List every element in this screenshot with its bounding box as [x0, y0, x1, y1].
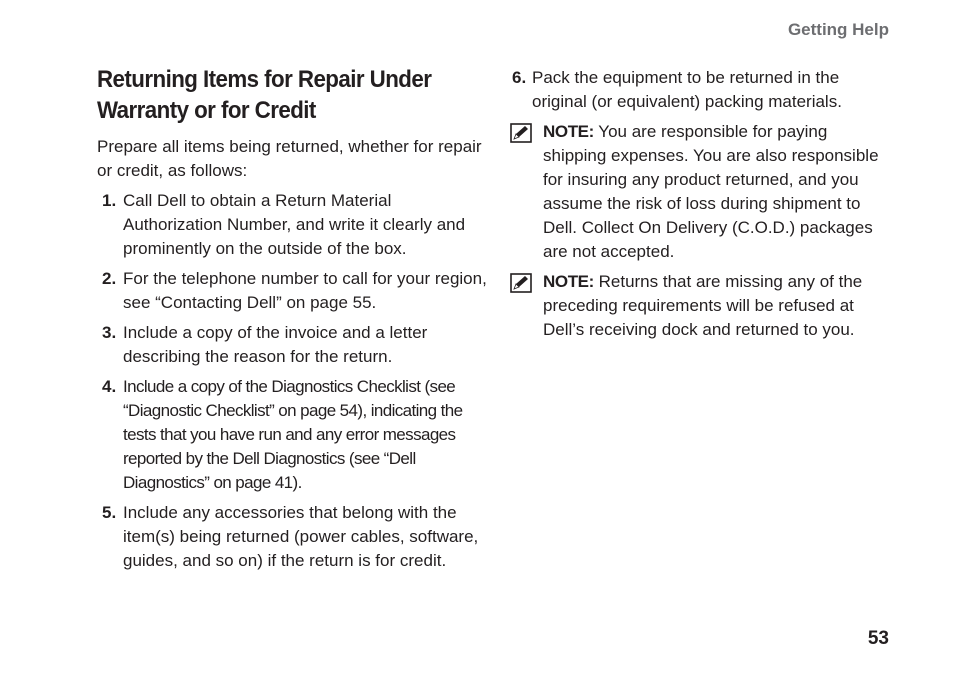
step-text: For the telephone number to call for your region, see “Contacting Dell” on page 55. [123, 269, 487, 312]
step-6 [510, 66, 895, 114]
note-text: You are responsible for paying shipping expenses. You are also responsible for insuring any product returned, and you assume the risk of loss during shipment to Dell. Collect On Delivery (C.O.D.) packages are not accepted. [543, 122, 879, 261]
page-number: 53 [867, 628, 889, 649]
page-title: Returning Items for Repair Under Warranty or for Credit [97, 66, 432, 124]
step-text: Call Dell to obtain a Return Material Authorization Number, and write it clearly and prominently on the outside of the box. [123, 191, 466, 258]
note-pencil-icon [510, 120, 543, 264]
step-5 [97, 501, 487, 573]
step-text: Include any accessories that belong with the item(s) being returned (power cables, software, guides, and so on) if the return is for credit. [123, 503, 479, 570]
steps-list [97, 189, 487, 573]
step-number: 6. [512, 68, 527, 87]
step-4 [97, 375, 487, 495]
left-column [97, 64, 487, 579]
intro-paragraph: Prepare all items being returned, whether for repair or credit, as follows: [97, 137, 482, 180]
step-1 [97, 189, 487, 261]
right-column [510, 66, 895, 348]
note-label: NOTE: [543, 272, 594, 291]
step-number: 2. [102, 269, 117, 288]
step-2 [97, 267, 487, 315]
note-label: NOTE: [543, 122, 594, 141]
step-number: 5. [102, 503, 117, 522]
step-number: 3. [102, 323, 117, 342]
running-header: Getting Help [787, 20, 889, 39]
note-returns [510, 270, 895, 342]
note-shipping [510, 120, 895, 264]
note-pencil-icon [510, 270, 543, 342]
step-text: Include a copy of the invoice and a letter describing the reason for the return. [123, 323, 428, 366]
note-text: Returns that are missing any of the preceding requirements will be refused at Dell’s receiving dock and returned to you. [543, 272, 863, 339]
step-number: 1. [102, 191, 117, 210]
step-text: Pack the equipment to be returned in the original (or equivalent) packing materials. [532, 68, 842, 111]
step-number: 4. [102, 377, 117, 396]
step-3 [97, 321, 487, 369]
step-text: Include a copy of the Diagnostics Checklist (see “Diagnostic Checklist” on page 54), indicating the tests that you have run and any error messages reported by the Dell Diagnostics (see “Dell Diagnostics” on page 41). [123, 377, 463, 492]
